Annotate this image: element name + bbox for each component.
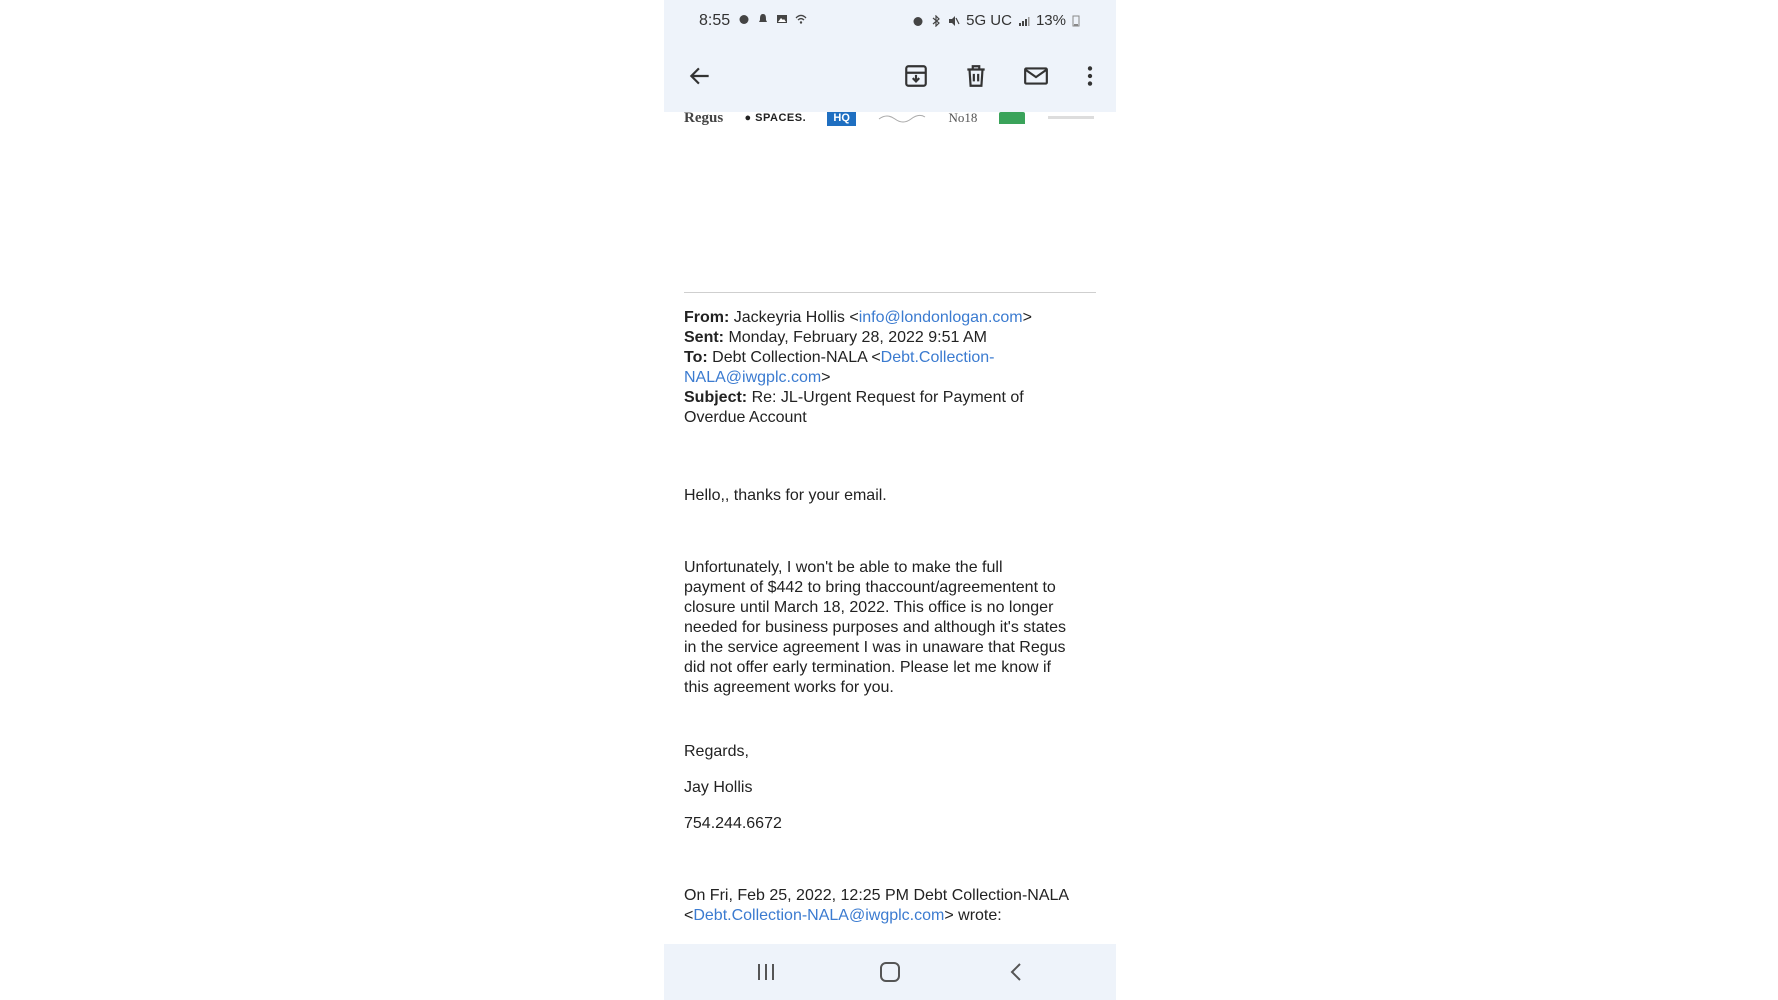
to-line: [684, 348, 1104, 368]
status-left-icons: [738, 13, 807, 25]
email-header: [684, 308, 1104, 428]
gallery-icon: [776, 13, 788, 25]
alarm-icon: [912, 15, 924, 27]
to-label: To:: [684, 349, 708, 366]
brand-logos: [684, 112, 1096, 128]
bluetooth-icon: [930, 15, 942, 27]
body-line: payment of $442 to bring thaccount/agreementent to: [684, 579, 1056, 596]
status-right: [912, 12, 1080, 29]
battery-percent: 13%: [1035, 12, 1066, 29]
body-line: this agreement works for you.: [684, 679, 894, 696]
clubhouse-logo: [1046, 112, 1096, 124]
wifi-icon: [795, 13, 807, 25]
subject-line: [684, 388, 1104, 408]
back-icon: [1008, 962, 1024, 982]
signature-logo: [877, 112, 927, 125]
body-line: did not offer early termination. Please let me know if: [684, 659, 1051, 676]
more-options-icon: [1077, 63, 1103, 89]
sent-value: Monday, February 28, 2022 9:51 AM: [728, 329, 987, 346]
mute-icon: [948, 15, 960, 27]
subject-value: Re: JL-Urgent Request for Payment of: [751, 389, 1024, 406]
regards: Regards,: [684, 743, 749, 760]
from-close: >: [1022, 309, 1032, 326]
home-icon: [879, 961, 901, 983]
quote-open: <: [684, 907, 694, 924]
delete-icon: [963, 63, 989, 89]
status-time: 8:55: [699, 12, 731, 29]
spaces-logo-text: SPACES.: [755, 112, 807, 124]
signal-icon: [1018, 15, 1030, 27]
quote-close: > wrote:: [944, 907, 1002, 924]
back-button[interactable]: [680, 56, 720, 96]
green-brand-logo: [999, 112, 1025, 124]
from-email-link[interactable]: info@londonlogan.com: [858, 309, 1023, 326]
quoted-header: [684, 886, 1104, 926]
body-line: in the service agreement I was in unaware that Regus: [684, 639, 1066, 656]
subject-value-2: Overdue Account: [684, 409, 807, 426]
nav-back-button[interactable]: [996, 956, 1036, 988]
header-divider: [684, 292, 1096, 293]
signature-name: Jay Hollis: [684, 779, 753, 796]
to-close: >: [821, 369, 831, 386]
regus-logo: Regus: [684, 112, 724, 126]
sent-label: Sent:: [684, 329, 724, 346]
to-email-link-2[interactable]: NALA@iwgplc.com: [684, 369, 822, 386]
no18-logo: No18: [948, 112, 978, 125]
email-content: [664, 112, 1116, 944]
email-toolbar: [664, 42, 1116, 112]
archive-icon: [903, 63, 929, 89]
system-nav-bar: [664, 944, 1116, 1000]
subject-label: Subject:: [684, 389, 748, 406]
body-line: needed for business purposes and although it's states: [684, 619, 1066, 636]
to-email-link[interactable]: Debt.Collection-: [880, 349, 995, 366]
spaces-logo: ● SPACES.: [744, 112, 807, 124]
email-body: [684, 558, 1104, 698]
phone-screen: [664, 0, 1116, 1000]
alarm-icon: [738, 13, 750, 25]
delete-button[interactable]: [956, 56, 996, 96]
battery-icon: [1072, 15, 1080, 27]
back-arrow-icon: [687, 63, 713, 89]
body-line: closure until March 18, 2022. This office is no longer: [684, 599, 1054, 616]
network-type: 5G UC: [966, 12, 1012, 29]
from-name: Jackeyria Hollis <: [733, 309, 859, 326]
greeting: Hello,, thanks for your email.: [684, 487, 887, 504]
to-name: Debt Collection-NALA <: [712, 349, 881, 366]
to-line-2: [684, 368, 1104, 388]
mark-unread-icon: [1023, 63, 1049, 89]
more-options-button[interactable]: [1070, 56, 1110, 96]
archive-button[interactable]: [896, 56, 936, 96]
signature-phone[interactable]: 754.244.6672: [684, 815, 782, 832]
recent-apps-button[interactable]: [746, 956, 786, 988]
from-line: [684, 308, 1104, 328]
mark-unread-button[interactable]: [1016, 56, 1056, 96]
recent-apps-icon: [755, 962, 777, 982]
status-bar: [664, 0, 1116, 42]
notification-icon: [757, 13, 769, 25]
home-button[interactable]: [870, 956, 910, 988]
sent-line: [684, 328, 1104, 348]
hq-logo: HQ: [827, 112, 856, 126]
body-line: Unfortunately, I won't be able to make the full: [684, 559, 1003, 576]
quote-line-2: [684, 906, 1104, 926]
from-label: From:: [684, 309, 730, 326]
quote-line: On Fri, Feb 25, 2022, 12:25 PM Debt Collection-NALA: [684, 887, 1070, 904]
quote-email-link[interactable]: Debt.Collection-NALA@iwgplc.com: [693, 907, 945, 924]
